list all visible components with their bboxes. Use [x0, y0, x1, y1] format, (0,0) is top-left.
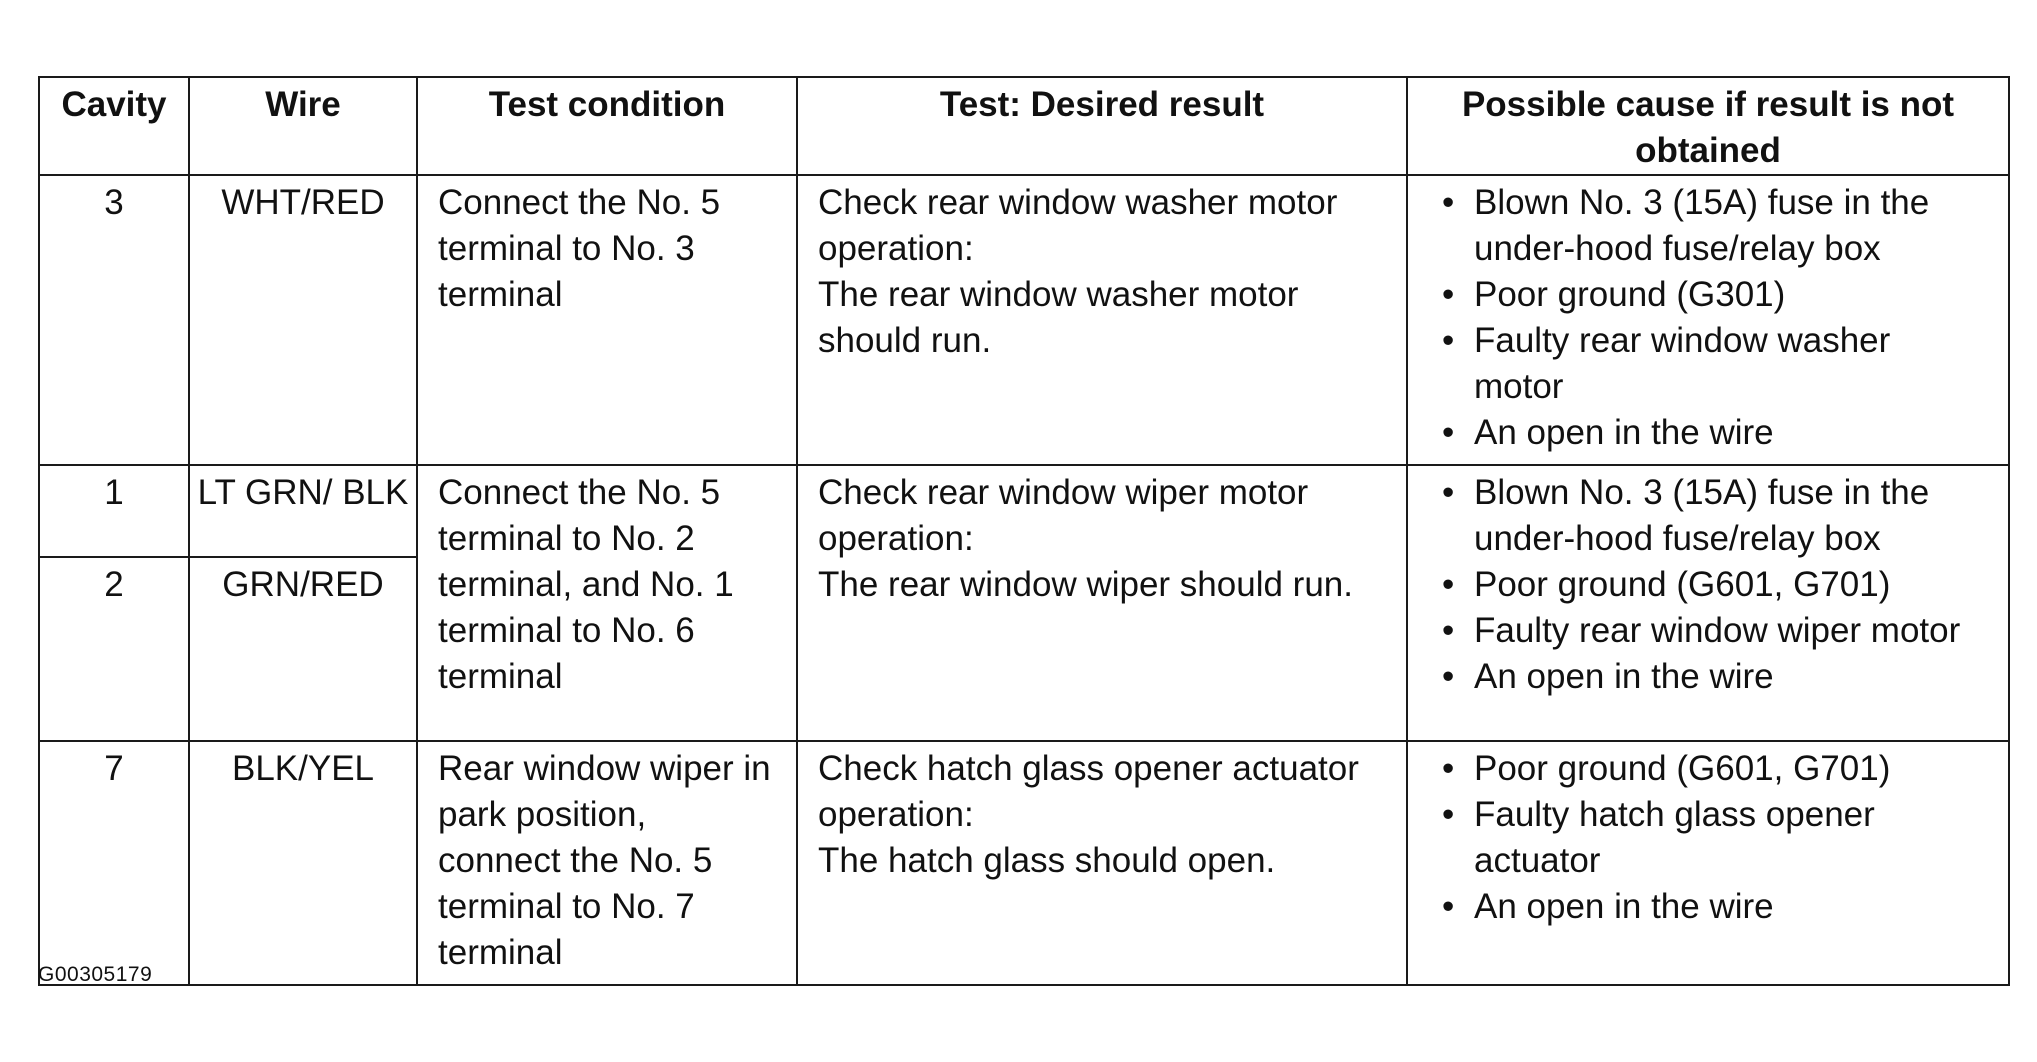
possible-cause-cell	[1407, 741, 2009, 985]
desired-result-outcome: The rear window washer motor should run.	[818, 275, 1299, 360]
possible-cause-cell	[1407, 175, 2009, 465]
desired-result-cell	[797, 741, 1407, 985]
desired-result-outcome: The rear window wiper should run.	[818, 565, 1353, 604]
desired-result-outcome: The hatch glass should open.	[818, 841, 1276, 880]
cause-item: • An open in the wire	[1442, 884, 1988, 930]
wire-cell: WHT/RED	[189, 175, 417, 465]
header-cavity: Cavity	[39, 77, 189, 175]
wire-cell: BLK/YEL	[189, 741, 417, 985]
cause-item: • Faulty hatch glass opener actuator	[1442, 792, 1988, 884]
desired-result-check: Check rear window wiper motor operation:	[818, 473, 1309, 558]
test-condition-cell: Connect the No. 5 terminal to No. 3 terminal	[417, 175, 797, 465]
cause-item: • Poor ground (G601, G701)	[1442, 746, 1988, 792]
cause-item: • Faulty rear window washer motor	[1442, 318, 1988, 410]
cavity-cell: 7	[39, 741, 189, 985]
test-condition-cell: Connect the No. 5 terminal to No. 2 terminal, and No. 1 terminal to No. 6 terminal	[417, 465, 797, 741]
test-condition-cell: Rear window wiper in park position, connect the No. 5 terminal to No. 7 terminal	[417, 741, 797, 985]
header-desired-result: Test: Desired result	[797, 77, 1407, 175]
cause-item: • Blown No. 3 (15A) fuse in the under-hood fuse/relay box	[1442, 470, 1988, 562]
desired-result-cell	[797, 465, 1407, 741]
possible-cause-cell	[1407, 465, 2009, 741]
test-table-sheet	[38, 76, 2008, 986]
header-test-condition: Test condition	[417, 77, 797, 175]
cause-item: • Poor ground (G601, G701)	[1442, 562, 1988, 608]
table-row	[39, 741, 2009, 985]
cause-list	[1428, 746, 1988, 930]
cavity-cell: 3	[39, 175, 189, 465]
cause-list	[1428, 180, 1988, 456]
cause-item: • An open in the wire	[1442, 654, 1988, 700]
cause-item: • An open in the wire	[1442, 410, 1988, 456]
cavity-cell: 1	[39, 465, 189, 557]
cause-item: • Poor ground (G301)	[1442, 272, 1988, 318]
table-row	[39, 175, 2009, 465]
figure-id: G00305179	[38, 963, 153, 986]
test-table	[38, 76, 2010, 986]
cause-item: • Faulty rear window wiper motor	[1442, 608, 1988, 654]
desired-result-cell	[797, 175, 1407, 465]
table-row	[39, 465, 2009, 557]
desired-result-check: Check rear window washer motor operation:	[818, 183, 1338, 268]
wire-cell: GRN/RED	[189, 557, 417, 741]
cause-item: • Blown No. 3 (15A) fuse in the under-hood fuse/relay box	[1442, 180, 1988, 272]
wire-cell: LT GRN/ BLK	[189, 465, 417, 557]
cavity-cell: 2	[39, 557, 189, 741]
header-wire: Wire	[189, 77, 417, 175]
desired-result-check: Check hatch glass opener actuator operation:	[818, 749, 1359, 834]
cause-list	[1428, 470, 1988, 700]
header-possible-cause: Possible cause if result is not obtained	[1407, 77, 2009, 175]
header-row	[39, 77, 2009, 175]
